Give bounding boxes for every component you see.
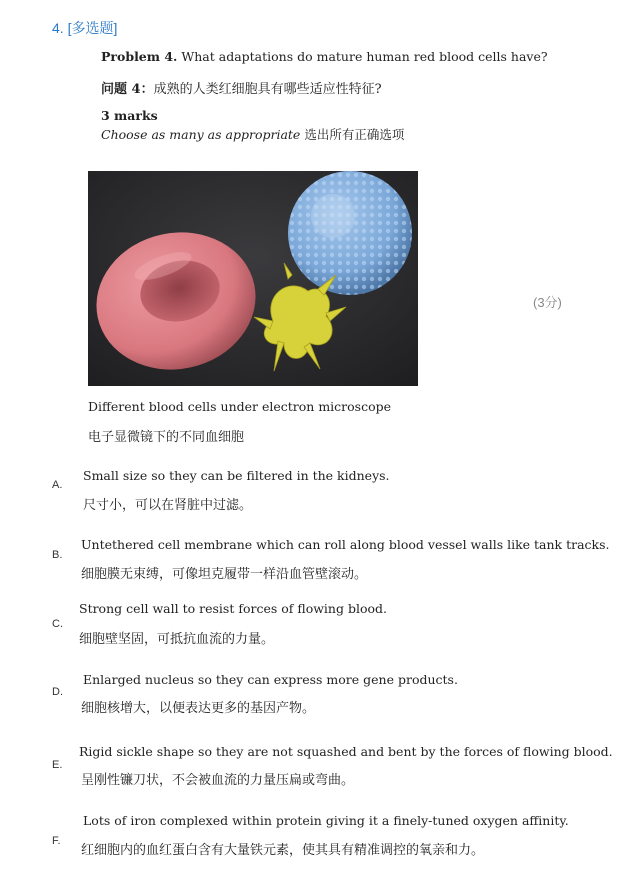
option-d-text[interactable]: Enlarged nucleus so they can express more gene products.: [83, 672, 458, 687]
option-a-letter[interactable]: A.: [52, 479, 63, 491]
option-b-text[interactable]: Untethered cell membrane which can roll along blood vessel walls like tank tracks.: [81, 537, 610, 552]
option-f-letter[interactable]: F.: [52, 835, 61, 847]
marks-label: 3 marks: [101, 108, 158, 123]
figure-caption-cn: 电子显微镜下的不同血细胞: [88, 430, 245, 445]
figure-caption: Different blood cells under electron microscope: [88, 399, 392, 414]
problem-text-cn: 成熟的人类红细胞具有哪些适应性特征?: [153, 82, 382, 97]
problem-statement: [101, 49, 548, 64]
option-c-letter[interactable]: C.: [52, 618, 63, 630]
option-e-letter[interactable]: E.: [52, 759, 63, 771]
option-a-text[interactable]: Small size so they can be filtered in the kidneys.: [83, 468, 390, 483]
option-d-letter[interactable]: D.: [52, 686, 63, 698]
problem-statement-cn: [101, 78, 382, 97]
option-c-text-cn[interactable]: 细胞壁坚固，可抵抗血流的力量。: [79, 632, 275, 647]
option-e-text-cn[interactable]: 呈刚性镰刀状，不会被血流的力量压扁或弯曲。: [81, 773, 355, 788]
problem-label: Problem 4.: [101, 49, 178, 64]
question-header: 4. [多选题]: [52, 20, 118, 36]
problem-label-cn: 问题 4：: [101, 82, 154, 97]
blood-cells-micrograph: [88, 171, 418, 386]
micrograph-illustration: [88, 171, 418, 386]
option-d-text-cn[interactable]: 细胞核增大，以便表达更多的基因产物。: [81, 701, 316, 716]
option-f-text-cn[interactable]: 红细胞内的血红蛋白含有大量铁元素，使其具有精准调控的氧亲和力。: [81, 843, 485, 858]
option-c-text[interactable]: Strong cell wall to resist forces of flowing blood.: [79, 601, 387, 616]
option-b-text-cn[interactable]: 细胞膜无束缚，可像坦克履带一样沿血管壁滚动。: [81, 567, 368, 582]
score-label: (3分): [533, 295, 562, 310]
option-b-letter[interactable]: B.: [52, 549, 63, 561]
instruction-en: Choose as many as appropriate: [101, 127, 301, 142]
instruction-cn: 选出所有正确选项: [304, 127, 405, 142]
instruction: [101, 125, 404, 143]
option-e-text[interactable]: Rigid sickle shape so they are not squashed and bent by the forces of flowing blood.: [79, 744, 613, 759]
problem-text: What adaptations do mature human red blood cells have?: [181, 49, 548, 64]
option-f-text[interactable]: Lots of iron complexed within protein giving it a finely-tuned oxygen affinity.: [83, 813, 569, 828]
white-blood-cell: [288, 171, 412, 295]
option-a-text-cn[interactable]: 尺寸小，可以在肾脏中过滤。: [83, 498, 253, 513]
